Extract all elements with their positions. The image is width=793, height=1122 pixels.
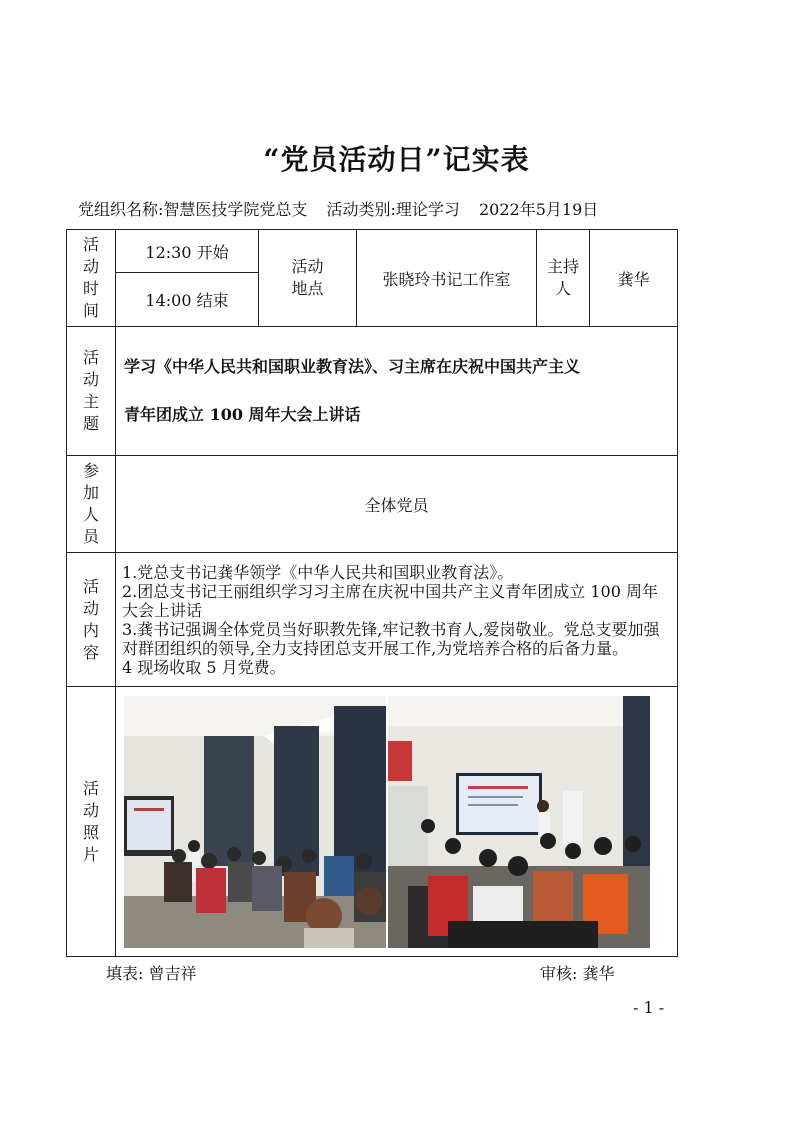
place-value: 张晓玲书记工作室 <box>357 230 537 327</box>
meta-line <box>78 197 678 220</box>
content-item: 4 现场收取 5 月党费。 <box>122 657 286 677</box>
filled-by: 填表: 曾吉祥 <box>106 964 197 983</box>
reviewed-by: 审核: 龚华 <box>540 964 615 983</box>
record-table <box>66 229 678 957</box>
start-time: 12:30 开始 <box>116 230 259 273</box>
participants-label: 参 加 人 员 <box>67 456 116 553</box>
content-item: 2.团总支书记王丽组织学习习主席在庆祝中国共产主义青年团成立 100 周年大会上讲话 <box>122 581 658 620</box>
participants-value: 全体党员 <box>116 456 678 553</box>
activity-date: 2022年5月19日 <box>479 200 599 219</box>
content-label: 活 动 内 容 <box>67 553 116 687</box>
photo-label: 活 动 照 片 <box>67 687 116 957</box>
page-number: - 1 - <box>633 998 665 1017</box>
time-label: 活 动 时 间 <box>67 230 116 327</box>
content-value <box>116 553 678 687</box>
content-item: 3.龚书记强调全体党员当好职教先锋,牢记教书育人,爱岗敬业。党总支要加强对群团组织的领导,全力支持团总支开展工作,为党培养合格的后备力量。 <box>122 619 660 658</box>
topic-label: 活 动 主 题 <box>67 327 116 456</box>
topic-value: 学习《中华人民共和国职业教育法》、习主席在庆祝中国共产主义 青年团成立 100 周年大会上讲话 <box>116 327 678 456</box>
place-label: 活动 地点 <box>259 230 357 327</box>
activity-photo-left <box>124 696 386 948</box>
footer <box>106 961 646 984</box>
host-value: 龚华 <box>590 230 678 327</box>
org-name: 党组织名称:智慧医技学院党总支 <box>78 200 308 219</box>
activity-photo-right <box>388 696 650 948</box>
host-label: 主持 人 <box>537 230 590 327</box>
document-title: “党员活动日”记实表 <box>263 143 530 176</box>
content-item: 1.党总支书记龚华领学《中华人民共和国职业教育法》。 <box>122 562 514 582</box>
photo-cell <box>116 687 678 957</box>
activity-category: 活动类别:理论学习 <box>326 200 460 219</box>
end-time: 14:00 结束 <box>116 273 259 327</box>
